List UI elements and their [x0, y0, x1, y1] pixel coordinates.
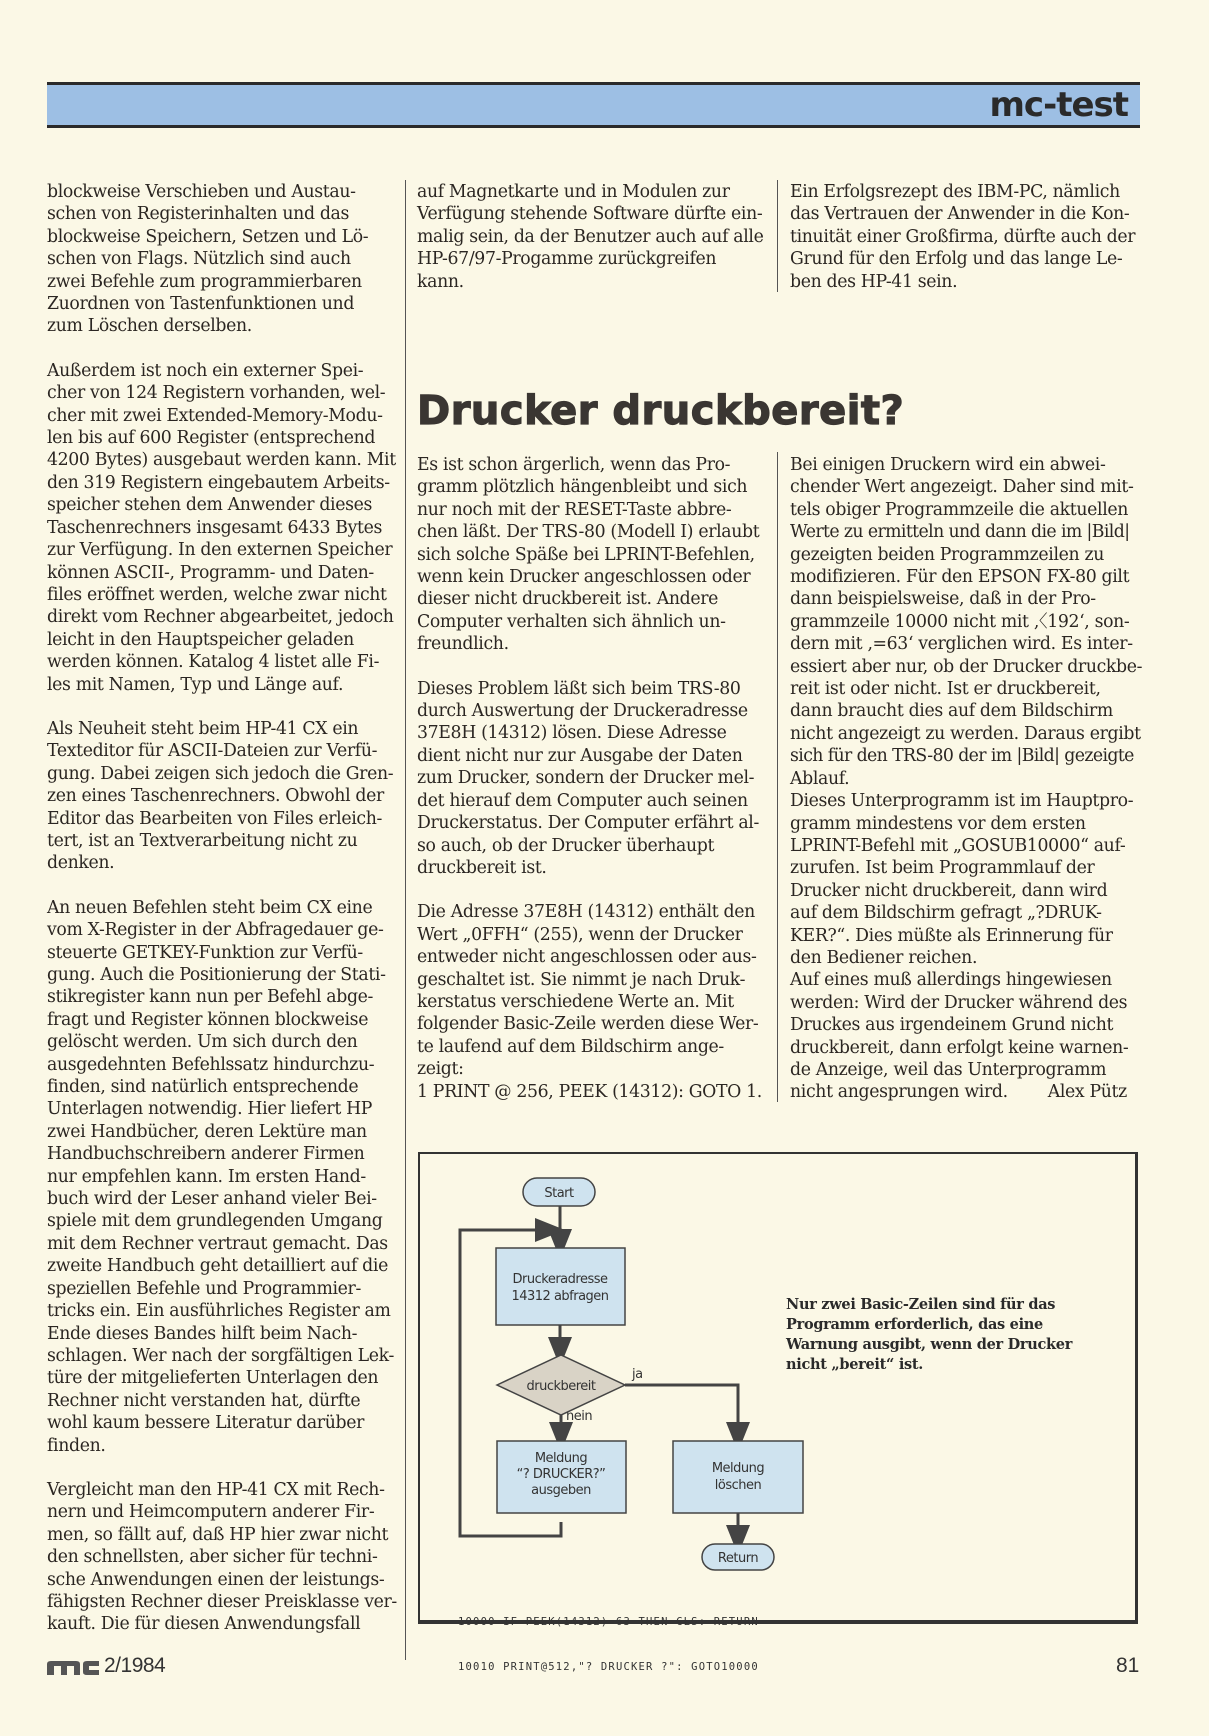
text-line: files eröffnet werden, welche zwar nicht [47, 584, 387, 605]
text-line: grammzeile 10000 nicht mit ‚〈192‘, son- [790, 611, 1130, 632]
arrow-yes-branch [625, 1385, 738, 1437]
text-line: modifizieren. Für den EPSON FX-80 gilt [790, 567, 1130, 588]
decision-diamond [497, 1355, 625, 1415]
section-header-bar [47, 82, 1140, 128]
text-line: zur Verfügung. In den externen Speicher [47, 540, 393, 561]
text-line: Verfügung stehende Software dürfte ein- [417, 204, 763, 225]
text-line: wohl kaum bessere Literatur darüber [47, 1413, 364, 1434]
text-line: zen eines Taschenrechners. Obwohl der [47, 786, 384, 807]
text-line: nur empfehlen kann. Im ersten Hand- [47, 1166, 366, 1187]
figure-caption [786, 1295, 1072, 1375]
return-terminal [702, 1544, 774, 1570]
text-line: HP-67/97-Progamme zurückgreifen [417, 249, 717, 270]
text-line: Dieses Problem läßt sich beim TRS-80 [417, 678, 741, 699]
text-line: cher von 124 Registern vorhanden, wel- [47, 383, 386, 404]
text-line: kerstatus verschiedene Werte an. Mit [417, 991, 734, 1012]
text-line: sche Anwendungen einen der leistungs- [47, 1569, 385, 1590]
text-line: dann braucht dies auf dem Bildschirm [790, 701, 1113, 722]
text-line: blockweise Speichern, Setzen und Lö- [47, 226, 369, 247]
text-line: finden. [47, 1435, 106, 1456]
text-line: entweder nicht angeschlossen oder aus- [417, 947, 757, 968]
text-line: fragt und Register können blockweise [47, 1009, 369, 1030]
text-line: buch wird der Leser anhand vieler Bei- [47, 1189, 377, 1210]
text-line: Editor das Bearbeiten von Files erleich- [47, 808, 382, 829]
text-line: det hierauf dem Computer auch seinen [417, 790, 748, 811]
text-line: Drucker nicht druckbereit, dann wird [790, 880, 1108, 901]
basic-code-listing [458, 1585, 759, 1690]
text-line: LPRINT-Befehl mit „GOSUB10000“ auf- [790, 835, 1126, 856]
text-line: fähigsten Rechner dieser Preisklasse ver- [47, 1591, 397, 1612]
text-line: zum Drucker, sondern der Drucker mel- [417, 768, 755, 789]
caption-line: nicht „bereit“ ist. [786, 1356, 924, 1373]
text-line: te laufend auf dem Bildschirm ange- [417, 1036, 724, 1057]
text-line: cher mit zwei Extended-Memory-Modu- [47, 405, 383, 426]
text-line: zwei Handbücher, deren Lektüre man [47, 1121, 367, 1142]
text-line: durch Auswertung der Druckeradresse [417, 701, 748, 722]
paragraph [47, 181, 397, 338]
text-line: schen von Registerinhalten und das [47, 204, 350, 225]
text-line: wenn kein Drucker angeschlossen oder [417, 567, 751, 588]
text-line: tels obiger Programmzeile die aktuellen [790, 499, 1129, 520]
text-line: chen läßt. Der TRS-80 (Modell I) erlaubt [417, 522, 760, 543]
text-line: finden, sind natürlich entsprechende [47, 1077, 359, 1098]
text-line: auf Magnetkarte und in Modulen zur [417, 182, 730, 202]
text-line: den 319 Registern eingebautem Arbeits- [47, 472, 390, 493]
start-label: Start [544, 1186, 574, 1201]
return-label: Return [717, 1551, 759, 1566]
text-line: dieser nicht druckbereit ist. Andere [417, 589, 719, 610]
text-line: Es ist schon ärgerlich, wenn das Pro- [417, 455, 731, 475]
text-line: Dieses Unterprogramm ist im Hauptpro- [790, 791, 1134, 812]
text-line: tinuität einer Großfirma, dürfte auch der [790, 226, 1136, 247]
text-line: folgender Basic-Zeile werden diese Wer- [417, 1014, 759, 1035]
text-line: freundlich. [417, 634, 509, 655]
column-2-top [417, 181, 763, 293]
text-line: Computer verhalten sich ähnlich un- [417, 611, 726, 632]
no-label: nein [566, 1409, 593, 1424]
text-line: druckbereit ist. [417, 857, 547, 878]
warning-line-1: Meldung [534, 1451, 588, 1466]
text-line: Zuordnen von Tastenfunktionen und [47, 294, 355, 315]
text-line: 37E8H (14312) lösen. Diese Adresse [417, 723, 727, 744]
text-line: Texteditor für ASCII-Dateien zur Verfü- [47, 741, 378, 762]
text-line: gelöscht werden. Um sich durch den [47, 1032, 358, 1053]
text-line: reit ist oder nicht. Ist er druckbereit, [790, 679, 1101, 700]
column-rule-3 [777, 452, 778, 1102]
text-line: 4200 Bytes) ausgebaut werden kann. Mit [47, 450, 396, 471]
paragraph [47, 718, 397, 875]
text-line: zurufen. Ist beim Programmlauf der [790, 858, 1095, 879]
text-line: Die Adresse 37E8H (14312) enthält den [417, 902, 755, 923]
text-line: können ASCII-, Programm- und Daten- [47, 562, 374, 583]
caption-line: Programm erforderlich, das eine [786, 1316, 1043, 1333]
text-line: Druckes aus irgendeinem Grund nicht [790, 1015, 1114, 1036]
text-line: zeigt: [417, 1059, 464, 1080]
clear-line-2: löschen [714, 1478, 762, 1493]
text-line: gung. Auch die Positionierung der Stati- [47, 965, 386, 985]
text-line: auf dem Bildschirm gefragt „?DRUK- [790, 903, 1102, 924]
text-line: Wert „0FFH“ (255), wenn der Drucker [417, 924, 743, 945]
text-line: schen von Flags. Nützlich sind auch [47, 249, 351, 270]
warning-line-2: “? DRUCKER?” [516, 1467, 606, 1482]
warning-line-3: ausgeben [531, 1483, 591, 1498]
text-line: mit dem Rechner vertraut gemacht. Das [47, 1233, 388, 1254]
query-line-2: 14312 abfragen [511, 1289, 609, 1304]
text-line: tert, ist an Textverarbeitung nicht zu [47, 830, 358, 851]
text-line: Druckerstatus. Der Computer erfährt al- [417, 813, 759, 834]
text-line: malig sein, da der Benutzer auch auf alle [417, 226, 764, 247]
text-line: chender Wert angezeigt. Daher sind mit- [790, 477, 1134, 498]
text-line: dient nicht nur zur Ausgabe der Daten [417, 745, 743, 766]
paragraph [47, 1479, 397, 1636]
caption-line: Nur zwei Basic-Zeilen sind für das [786, 1296, 1056, 1313]
text-line: denken. [47, 853, 115, 874]
text-line: men, so fällt auf, daß HP hier zwar nicht [47, 1524, 389, 1545]
text-line: den Bediener reichen. [790, 947, 978, 968]
text-line: len bis auf 600 Register (entsprechend [47, 428, 376, 449]
text-line: tricks ein. Ein ausführliches Register am [47, 1301, 391, 1322]
last-line-row [790, 1081, 1142, 1103]
text-line: 1 PRINT @ 256, PEEK (14312): GOTO 1. [417, 1081, 762, 1102]
query-line-1: Druckeradresse [512, 1272, 608, 1287]
clear-message-box [673, 1441, 803, 1513]
text-line: werden: Wird der Drucker während des [790, 992, 1128, 1013]
text-line: geschaltet ist. Sie nimmt je nach Druk- [417, 969, 746, 990]
text-line: spiele mit dem grundlegenden Umgang [47, 1211, 383, 1232]
caption-line: Warnung ausgibt, wenn der Drucker [786, 1336, 1073, 1353]
text-line: so auch, ob der Drucker überhaupt [417, 835, 715, 856]
clear-line-1: Meldung [711, 1461, 765, 1476]
text-line: KER?“. Dies müßte als Erinnerung für [790, 925, 1113, 946]
paragraph [417, 901, 762, 1103]
column-rule-1 [405, 180, 406, 1660]
paragraph [47, 360, 397, 696]
decision-label: druckbereit [526, 1379, 596, 1394]
text-line: den schnellsten, aber sicher für techni- [47, 1547, 378, 1568]
text-line: Taschenrechners insgesamt 6433 Bytes [47, 517, 382, 538]
paragraph [417, 678, 762, 880]
text-line: Ablauf. [790, 768, 850, 789]
text-line: Außerdem ist noch ein externer Spei- [47, 360, 364, 381]
article-column-3 [790, 454, 1142, 1104]
column-rule-2 [777, 180, 778, 292]
text-line: Ende dieses Bandes hilft beim Nach- [47, 1323, 358, 1344]
text-line: dern mit ‚=63‘ verglichen wird. Es inter- [790, 634, 1133, 655]
text-line: les mit Namen, Typ und Länge auf. [47, 674, 344, 695]
text-line: de Anzeige, weil das Unterprogramm [790, 1059, 1107, 1080]
start-terminal [523, 1178, 595, 1206]
text-line: Rechner nicht verstanden hat, dürfte [47, 1390, 361, 1411]
text-line: Ein Erfolgsrezept des IBM-PC, nämlich [790, 182, 1120, 202]
code-line: 10010 PRINT@512,"? DRUCKER ?": GOTO10000 [458, 1661, 759, 1673]
page-number: 81 [1116, 1654, 1140, 1677]
text-line: zweite Handbuch geht detailliert auf die [47, 1256, 388, 1277]
text-line: steuerte GETKEY-Funktion zur Verfü- [47, 942, 363, 963]
text-line: blockweise Verschieben und Austau- [47, 182, 356, 202]
text-line: sich solche Späße bei LPRINT-Befehlen, [417, 544, 755, 565]
text-line: Vergleicht man den HP-41 CX mit Rech- [47, 1479, 385, 1500]
article-headline: Drucker druckbereit? [417, 388, 905, 434]
show-warning-box [497, 1441, 626, 1513]
text-line: Als Neuheit steht beim HP-41 CX ein [47, 718, 359, 739]
paragraph [417, 454, 762, 656]
article-column-2 [417, 454, 762, 1103]
text-line: nur noch mit der RESET-Taste abbre- [417, 499, 732, 520]
column-1 [47, 181, 397, 1636]
text-line: stikregister kann nun per Befehl abge- [47, 987, 374, 1008]
text-line: Handbuchschreibern anderer Firmen [47, 1144, 365, 1165]
text-line: leicht in den Hauptspeicher geladen [47, 629, 354, 650]
query-address-box [496, 1248, 625, 1325]
text-line: Werte zu ermitteln und dann die im |Bild| [790, 522, 1130, 543]
text-line: Unterlagen notwendig. Hier liefert HP [47, 1099, 373, 1120]
mc-logo-icon [46, 1660, 100, 1676]
text-line: zwei Befehle zum programmierbaren [47, 271, 362, 292]
text-line: zum Löschen derselben. [47, 316, 252, 337]
text-line: ausgedehnten Befehlssatz hindurchzu- [47, 1054, 375, 1075]
text-line: dann beispielsweise, daß in der Pro- [790, 589, 1096, 610]
text-line: speicher stehen dem Anwender dieses [47, 495, 372, 516]
text-line: schlagen. Wer nach der sorgfältigen Lek- [47, 1345, 394, 1366]
column-3-top [790, 181, 1135, 293]
author-name: Alex Pütz [1047, 1082, 1127, 1103]
issue-number: 2/1984 [104, 1654, 166, 1677]
yes-label: ja [632, 1367, 643, 1382]
text-line: Auf eines muß allerdings hingewiesen [790, 970, 1112, 991]
text-line: türe der mitgelieferten Unterlagen den [47, 1368, 379, 1389]
text-line: An neuen Befehlen steht beim CX eine [47, 897, 373, 918]
text-line: gung. Dabei zeigen sich jedoch die Gren- [47, 763, 394, 784]
text-line: Bei einigen Druckern wird ein abwei- [790, 455, 1106, 475]
text-line: druckbereit, dann erfolgt keine warnen- [790, 1037, 1129, 1058]
text-line: nicht angesprungen wird. [790, 1082, 1008, 1103]
text-line: nicht angezeigt zu werden. Daraus ergibt [790, 723, 1141, 744]
text-line: essiert aber nur, ob der Drucker druckbe- [790, 656, 1143, 677]
text-line: nern und Heimcomputern anderer Fir- [47, 1502, 375, 1523]
text-line: vom X-Register in der Abfragedauer ge- [47, 920, 384, 941]
text-line: sich für den TRS-80 der im |Bild| gezeigte [790, 746, 1134, 767]
text-line: werden können. Katalog 4 listet alle Fi- [47, 652, 380, 673]
text-line: das Vertrauen der Anwender in die Kon- [790, 204, 1130, 225]
section-label: mc-test [989, 85, 1128, 125]
paragraph [47, 897, 397, 1457]
text-line: gramm mindestens vor dem ersten [790, 813, 1086, 834]
text-line: gramm plötzlich hängenbleibt und sich [417, 477, 748, 498]
text-line: Grund für den Erfolg und das lange Le- [790, 249, 1123, 270]
text-line: gezeigten beiden Programmzeilen zu [790, 544, 1104, 565]
text-line: direkt vom Rechner abgearbeitet, jedoch [47, 607, 394, 628]
text-line: kann. [417, 271, 464, 292]
code-line: 10000 IF PEEK(14312)=63 THEN CLS: RETURN [458, 1616, 759, 1628]
text-line: ben des HP-41 sein. [790, 271, 958, 292]
text-line: speziellen Befehle und Programmier- [47, 1278, 361, 1299]
text-line: kauft. Die für diesen Anwendungsfall [47, 1614, 361, 1635]
